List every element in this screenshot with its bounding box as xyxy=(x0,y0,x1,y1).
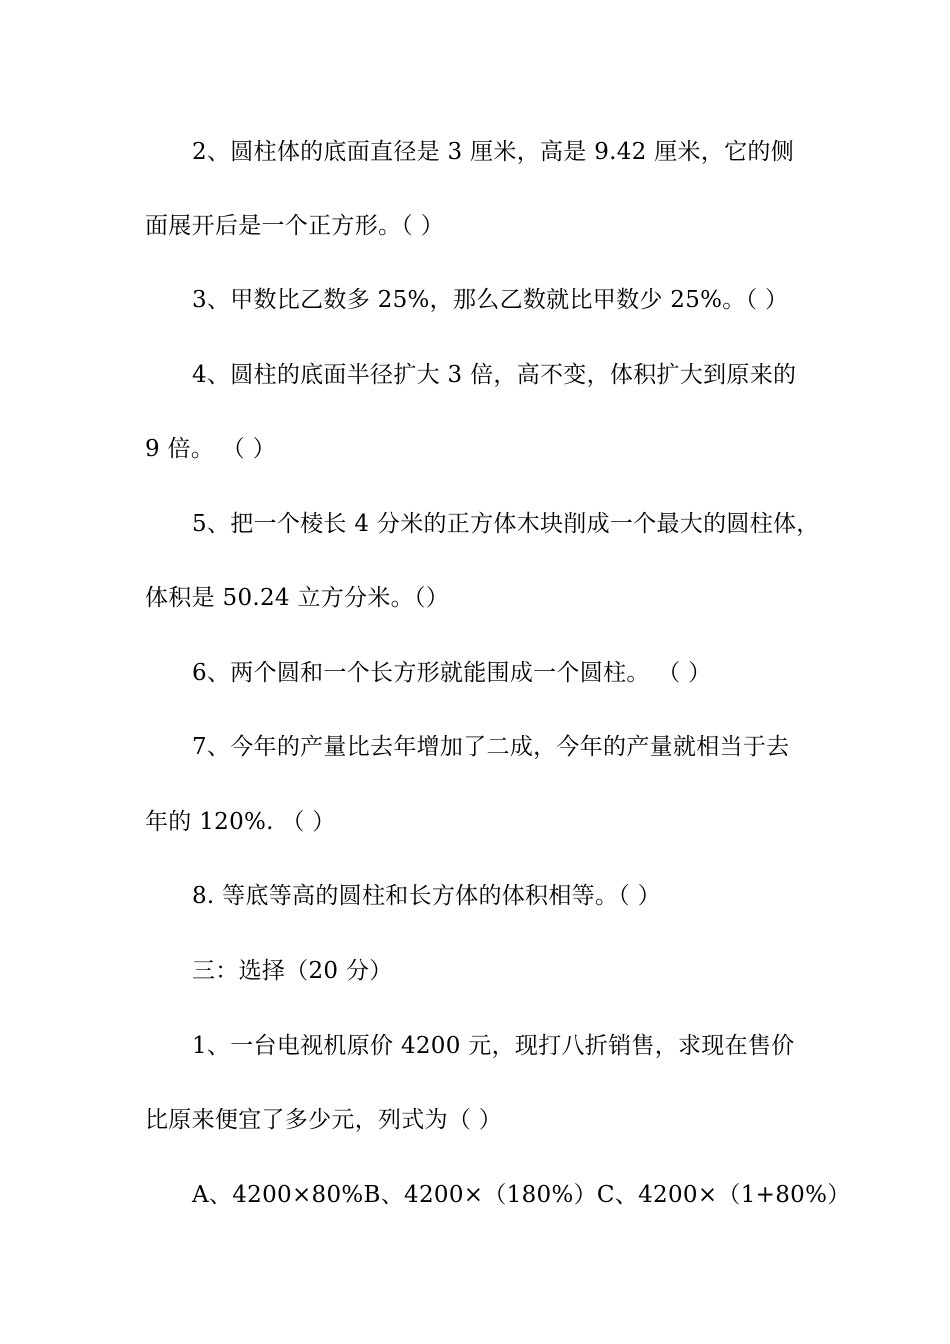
choice-1-options: A、4200×80%B、4200×（180%）C、4200×（1+80%） xyxy=(192,1182,851,1208)
question-7-line-1: 7、今年的产量比去年增加了二成，今年的产量就相当于去 xyxy=(192,734,790,760)
question-8-line-1: 8. 等底等高的圆柱和长方体的体积相等。（ ） xyxy=(192,883,661,909)
question-3-line-1: 3、甲数比乙数多 25%，那么乙数就比甲数少 25%。（ ） xyxy=(192,287,789,313)
choice-1-line-2: 比原来便宜了多少元，列式为（ ） xyxy=(145,1107,503,1133)
section-3-heading: 三：选择（20 分） xyxy=(192,958,393,984)
question-4-line-1: 4、圆柱的底面半径扩大 3 倍，高不变，体积扩大到原来的 xyxy=(192,362,797,388)
question-7-line-2: 年的 120%. （ ） xyxy=(145,809,336,835)
question-6-line-1: 6、两个圆和一个长方形就能围成一个圆柱。 （ ） xyxy=(192,660,712,686)
question-2-line-1: 2、圆柱体的底面直径是 3 厘米，高是 9.42 厘米，它的侧 xyxy=(192,139,795,165)
question-5-line-2: 体积是 50.24 立方分米。（） xyxy=(145,585,450,611)
choice-1-line-1: 1、一台电视机原价 4200 元，现打八折销售，求现在售价 xyxy=(192,1033,795,1059)
question-2-line-2: 面展开后是一个正方形。（ ） xyxy=(145,213,445,239)
question-4-line-2: 9 倍。 （ ） xyxy=(145,436,276,462)
question-5-line-1: 5、把一个棱长 4 分米的正方体木块削成一个最大的圆柱体， xyxy=(192,511,820,537)
